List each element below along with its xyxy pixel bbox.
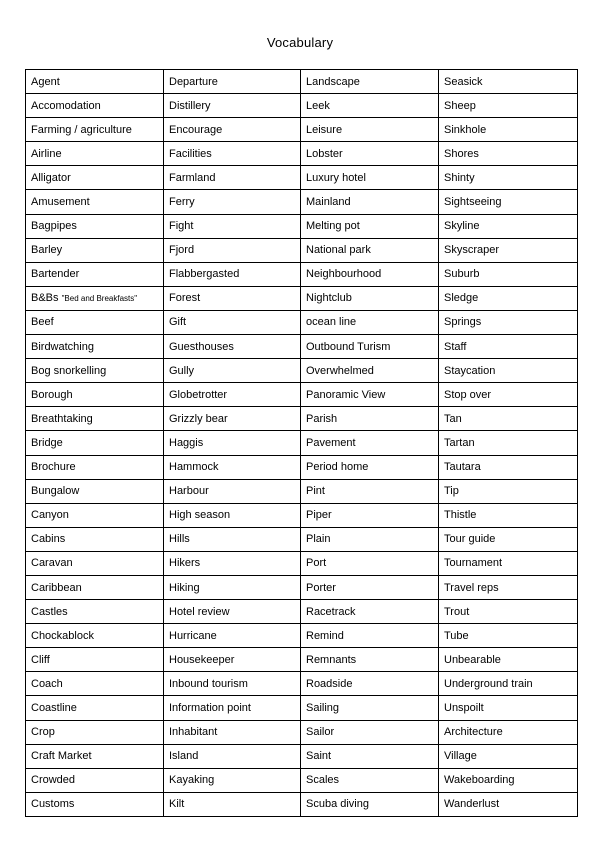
- vocab-cell: [26, 503, 164, 527]
- vocab-cell: [164, 214, 301, 238]
- vocab-word: Tautara: [444, 461, 481, 474]
- vocab-cell: [164, 720, 301, 744]
- vocab-word: Breathtaking: [31, 412, 93, 425]
- vocab-word: Piper: [306, 509, 332, 522]
- vocab-word: Travel reps: [444, 581, 499, 594]
- vocab-cell: [164, 648, 301, 672]
- vocab-word: B&Bs: [31, 291, 59, 304]
- vocab-cell: [26, 575, 164, 599]
- vocab-word: Hurricane: [169, 629, 217, 642]
- vocab-cell: [439, 744, 578, 768]
- vocab-cell: [26, 527, 164, 551]
- table-row: [26, 142, 578, 166]
- vocab-word: Fight: [169, 220, 194, 233]
- vocab-word: Period home: [306, 461, 369, 474]
- vocab-word: Information point: [169, 701, 251, 714]
- vocab-word: Remind: [306, 629, 344, 642]
- vocab-cell: [26, 335, 164, 359]
- vocab-cell: [439, 286, 578, 310]
- vocab-cell: [164, 70, 301, 94]
- table-row: [26, 648, 578, 672]
- vocab-cell: [301, 527, 439, 551]
- vocab-word: Fjord: [169, 244, 195, 257]
- vocab-word: Sailor: [306, 726, 335, 739]
- vocab-word: Unspoilt: [444, 701, 484, 714]
- vocab-word: Gully: [169, 364, 195, 377]
- vocab-word: Caribbean: [31, 581, 82, 594]
- vocab-cell: [439, 792, 578, 816]
- vocab-word: Kilt: [169, 798, 185, 811]
- vocab-cell: [301, 720, 439, 744]
- vocab-cell: [301, 383, 439, 407]
- table-row: [26, 359, 578, 383]
- vocab-word: Harbour: [169, 485, 209, 498]
- vocab-word: Luxury hotel: [306, 171, 366, 184]
- vocab-cell: [439, 383, 578, 407]
- vocab-word: Skyline: [444, 220, 480, 233]
- vocab-cell: [301, 600, 439, 624]
- vocab-word: Springs: [444, 316, 482, 329]
- vocab-word: Melting pot: [306, 220, 360, 233]
- vocab-cell: [439, 262, 578, 286]
- vocab-word: Hills: [169, 533, 190, 546]
- vocab-cell: [301, 310, 439, 334]
- vocab-cell: [26, 624, 164, 648]
- vocab-word: Tartan: [444, 436, 475, 449]
- table-row: [26, 792, 578, 816]
- vocab-word: Housekeeper: [169, 653, 235, 666]
- vocab-cell: [164, 407, 301, 431]
- vocab-word: Hikers: [169, 557, 201, 570]
- table-row: [26, 407, 578, 431]
- vocab-cell: [26, 431, 164, 455]
- vocab-cell: [26, 720, 164, 744]
- vocab-cell: [26, 600, 164, 624]
- vocab-cell: [26, 190, 164, 214]
- vocab-cell: [439, 720, 578, 744]
- table-row: [26, 672, 578, 696]
- vocab-word: Leisure: [306, 123, 343, 136]
- vocab-word: Pint: [306, 485, 325, 498]
- vocab-word: Chockablock: [31, 629, 94, 642]
- vocab-cell: [164, 575, 301, 599]
- vocab-word: Crowded: [31, 774, 76, 787]
- table-row: [26, 94, 578, 118]
- vocab-word: Alligator: [31, 171, 71, 184]
- vocab-word: Coach: [31, 677, 63, 690]
- vocab-word: Accomodation: [31, 99, 101, 112]
- vocab-word: Thistle: [444, 509, 477, 522]
- vocab-word: Amusement: [31, 196, 90, 209]
- vocab-word: Bog snorkelling: [31, 364, 107, 377]
- vocab-word: Hotel review: [169, 605, 230, 618]
- vocab-word: Lobster: [306, 147, 343, 160]
- vocab-cell: [164, 431, 301, 455]
- vocab-cell: [439, 503, 578, 527]
- table-row: [26, 166, 578, 190]
- vocab-word: Sightseeing: [444, 196, 502, 209]
- vocab-word: Tube: [444, 629, 469, 642]
- vocab-word: Agent: [31, 75, 60, 88]
- vocab-cell: [26, 118, 164, 142]
- vocab-cell: [439, 407, 578, 431]
- vocab-cell: [26, 262, 164, 286]
- vocab-cell: [439, 118, 578, 142]
- vocab-word: Overwhelmed: [306, 364, 374, 377]
- vocab-word: Architecture: [444, 726, 503, 739]
- vocab-word: Panoramic View: [306, 388, 386, 401]
- table-row: [26, 383, 578, 407]
- vocab-cell: [301, 455, 439, 479]
- vocab-word: Shinty: [444, 171, 475, 184]
- vocab-cell: [301, 262, 439, 286]
- vocab-cell: [439, 431, 578, 455]
- vocab-cell: [439, 94, 578, 118]
- vocab-cell: [26, 359, 164, 383]
- vocab-cell: [301, 744, 439, 768]
- vocab-word: Remnants: [306, 653, 357, 666]
- vocab-cell: [26, 479, 164, 503]
- vocab-word: Cabins: [31, 533, 66, 546]
- vocab-word: Sheep: [444, 99, 476, 112]
- vocab-cell: [26, 238, 164, 262]
- vocab-cell: [26, 286, 164, 310]
- vocab-word: Seasick: [444, 75, 483, 88]
- vocab-word: Sailing: [306, 701, 340, 714]
- vocab-cell: [301, 768, 439, 792]
- vocab-word: Roadside: [306, 677, 353, 690]
- vocab-cell: [164, 744, 301, 768]
- table-row: [26, 575, 578, 599]
- vocab-word: Bungalow: [31, 485, 80, 498]
- vocab-cell: [301, 431, 439, 455]
- vocab-word: High season: [169, 509, 231, 522]
- vocab-cell: [301, 94, 439, 118]
- vocab-word: Facilities: [169, 147, 212, 160]
- vocab-word: Cliff: [31, 653, 50, 666]
- vocab-cell: [439, 768, 578, 792]
- vocab-cell: [301, 407, 439, 431]
- vocab-cell: [164, 503, 301, 527]
- vocab-word: Flabbergasted: [169, 268, 240, 281]
- vocab-cell: [164, 166, 301, 190]
- table-row: [26, 527, 578, 551]
- vocab-word: Wanderlust: [444, 798, 500, 811]
- vocab-word: Hiking: [169, 581, 200, 594]
- table-row: [26, 118, 578, 142]
- vocab-cell: [301, 792, 439, 816]
- vocab-cell: [301, 118, 439, 142]
- vocab-word: Crop: [31, 726, 55, 739]
- vocab-word: Encourage: [169, 123, 223, 136]
- vocab-word: Stop over: [444, 388, 492, 401]
- table-row: [26, 238, 578, 262]
- vocab-word: Nightclub: [306, 292, 352, 305]
- table-row: [26, 503, 578, 527]
- vocab-word: Sledge: [444, 292, 479, 305]
- vocab-cell: [26, 792, 164, 816]
- vocab-word: Village: [444, 750, 477, 763]
- vocab-cell: [26, 214, 164, 238]
- vocab-word: Mainland: [306, 196, 351, 209]
- vocab-word: Leek: [306, 99, 330, 112]
- table-row: [26, 286, 578, 310]
- vocab-word: Barley: [31, 244, 63, 257]
- vocab-cell: [164, 142, 301, 166]
- vocab-word: Sinkhole: [444, 123, 487, 136]
- vocab-cell: [164, 624, 301, 648]
- vocab-word: Farmland: [169, 171, 216, 184]
- vocab-word: Neighbourhood: [306, 268, 382, 281]
- vocab-cell: [301, 359, 439, 383]
- vocab-cell: [301, 479, 439, 503]
- vocab-cell: [439, 696, 578, 720]
- vocab-cell: [164, 190, 301, 214]
- vocab-cell: [301, 503, 439, 527]
- page-title: Vocabulary: [266, 35, 334, 50]
- vocab-cell: [439, 166, 578, 190]
- vocab-cell: [439, 600, 578, 624]
- vocab-cell: [301, 166, 439, 190]
- vocab-cell: [439, 551, 578, 575]
- vocab-word: Inhabitant: [169, 726, 218, 739]
- vocab-cell: [164, 118, 301, 142]
- vocab-cell: [164, 696, 301, 720]
- vocab-word: Porter: [306, 581, 336, 594]
- vocab-cell: [301, 575, 439, 599]
- vocab-word: Staycation: [444, 364, 496, 377]
- vocab-cell: [439, 335, 578, 359]
- vocab-word: Underground train: [444, 677, 533, 690]
- vocab-cell: [164, 792, 301, 816]
- vocab-cell: [301, 190, 439, 214]
- vocab-cell: [164, 262, 301, 286]
- table-row: [26, 335, 578, 359]
- vocab-cell: [164, 551, 301, 575]
- vocab-word: Craft Market: [31, 750, 92, 763]
- vocab-cell: [301, 624, 439, 648]
- vocab-word: Landscape: [306, 75, 360, 88]
- vocab-word: Tournament: [444, 557, 503, 570]
- vocab-cell: [164, 768, 301, 792]
- vocab-word: Parish: [306, 412, 338, 425]
- vocab-cell: [164, 383, 301, 407]
- vocab-cell: [26, 383, 164, 407]
- vocab-cell: [164, 359, 301, 383]
- table-row: [26, 310, 578, 334]
- vocab-cell: [164, 479, 301, 503]
- vocab-cell: [439, 214, 578, 238]
- table-row: [26, 624, 578, 648]
- vocab-word: Farming / agriculture: [31, 123, 132, 136]
- vocab-cell: [439, 648, 578, 672]
- table-row: [26, 600, 578, 624]
- table-row: [26, 70, 578, 94]
- table-row: [26, 720, 578, 744]
- vocab-cell: [301, 142, 439, 166]
- vocab-word: Coastline: [31, 701, 77, 714]
- vocab-word: Skyscraper: [444, 244, 500, 257]
- vocab-cell: [301, 335, 439, 359]
- vocab-word: Outbound Turism: [306, 340, 391, 353]
- vocab-word: Gift: [169, 316, 187, 329]
- vocab-cell: [439, 359, 578, 383]
- vocab-word: Tour guide: [444, 533, 496, 546]
- vocab-cell: [26, 696, 164, 720]
- table-row: [26, 479, 578, 503]
- vocab-word: Bagpipes: [31, 220, 77, 233]
- vocab-word: Racetrack: [306, 605, 356, 618]
- vocab-cell: [164, 238, 301, 262]
- vocab-cell: [439, 70, 578, 94]
- vocab-cell: [26, 310, 164, 334]
- table-row: [26, 768, 578, 792]
- vocab-word: Hammock: [169, 461, 219, 474]
- vocab-cell: [439, 575, 578, 599]
- vocab-cell: [26, 672, 164, 696]
- vocab-word: Tan: [444, 412, 462, 425]
- vocab-cell: [26, 94, 164, 118]
- vocab-word: Departure: [169, 75, 218, 88]
- vocab-cell: [26, 744, 164, 768]
- vocab-cell: [301, 551, 439, 575]
- vocab-cell: [164, 672, 301, 696]
- vocab-word: Unbearable: [444, 653, 501, 666]
- table-row: [26, 190, 578, 214]
- vocab-word: Scales: [306, 774, 340, 787]
- vocab-word: Pavement: [306, 436, 356, 449]
- vocab-cell: [164, 600, 301, 624]
- vocab-word: Inbound tourism: [169, 677, 248, 690]
- vocab-cell: [26, 455, 164, 479]
- vocab-cell: [26, 70, 164, 94]
- vocab-word: Distillery: [169, 99, 211, 112]
- vocab-word: Caravan: [31, 557, 73, 570]
- vocab-cell: [164, 94, 301, 118]
- vocab-cell: [26, 142, 164, 166]
- vocab-word: Globetrotter: [169, 388, 228, 401]
- vocab-cell: [301, 70, 439, 94]
- vocab-word: Port: [306, 557, 327, 570]
- vocab-word: Grizzly bear: [169, 412, 228, 425]
- vocab-word: Island: [169, 750, 199, 763]
- vocab-word: Beef: [31, 316, 54, 329]
- vocab-cell: [26, 166, 164, 190]
- vocab-word: Shores: [444, 147, 479, 160]
- vocab-cell: [26, 407, 164, 431]
- vocab-cell: [164, 527, 301, 551]
- vocab-word: Customs: [31, 798, 75, 811]
- vocab-cell: [301, 672, 439, 696]
- vocab-cell: [439, 455, 578, 479]
- vocab-cell: [26, 648, 164, 672]
- vocab-word: Birdwatching: [31, 340, 94, 353]
- bnb-note: "Bed and Breakfasts": [61, 293, 138, 303]
- table-row: [26, 214, 578, 238]
- vocab-cell: [26, 551, 164, 575]
- vocab-cell: [164, 310, 301, 334]
- table-row: [26, 551, 578, 575]
- vocab-word: Brochure: [31, 461, 76, 474]
- vocab-word: Kayaking: [169, 774, 215, 787]
- vocab-cell: [301, 214, 439, 238]
- vocab-word: Guesthouses: [169, 340, 234, 353]
- vocab-cell: [439, 527, 578, 551]
- vocab-word: Trout: [444, 605, 470, 618]
- vocab-word: Suburb: [444, 268, 480, 281]
- vocab-word: Staff: [444, 340, 467, 353]
- vocab-word: Bartender: [31, 268, 80, 281]
- vocab-word: Saint: [306, 750, 332, 763]
- vocab-word: National park: [306, 244, 371, 257]
- vocab-cell: [301, 648, 439, 672]
- vocab-cell: [439, 238, 578, 262]
- vocab-word: Tip: [444, 485, 459, 498]
- vocab-word: Haggis: [169, 436, 204, 449]
- table-row: [26, 744, 578, 768]
- vocab-cell: [439, 310, 578, 334]
- vocab-cell: [164, 286, 301, 310]
- vocab-cell: [26, 768, 164, 792]
- vocab-cell: [164, 455, 301, 479]
- vocab-word: Castles: [31, 605, 68, 618]
- table-row: [26, 455, 578, 479]
- vocabulary-table-body: [26, 70, 578, 817]
- vocab-cell: [301, 696, 439, 720]
- table-row: [26, 696, 578, 720]
- vocab-cell: [164, 335, 301, 359]
- vocab-word: Wakeboarding: [444, 774, 515, 787]
- vocab-word: ocean line: [306, 316, 357, 329]
- vocab-word: Borough: [31, 388, 73, 401]
- vocab-cell: [439, 624, 578, 648]
- vocab-word: Forest: [169, 292, 201, 305]
- vocab-word: Scuba diving: [306, 798, 369, 811]
- vocab-cell: [439, 672, 578, 696]
- table-row: [26, 431, 578, 455]
- vocab-word: Ferry: [169, 196, 195, 209]
- vocab-cell: [439, 479, 578, 503]
- vocab-word: Canyon: [31, 509, 69, 522]
- vocabulary-table: [25, 69, 578, 817]
- vocab-word: Airline: [31, 147, 62, 160]
- vocab-word: Plain: [306, 533, 331, 546]
- vocab-cell: [301, 238, 439, 262]
- vocab-cell: [439, 142, 578, 166]
- vocab-cell: [439, 190, 578, 214]
- vocab-word: Bridge: [31, 436, 63, 449]
- table-row: [26, 262, 578, 286]
- vocab-cell: [301, 286, 439, 310]
